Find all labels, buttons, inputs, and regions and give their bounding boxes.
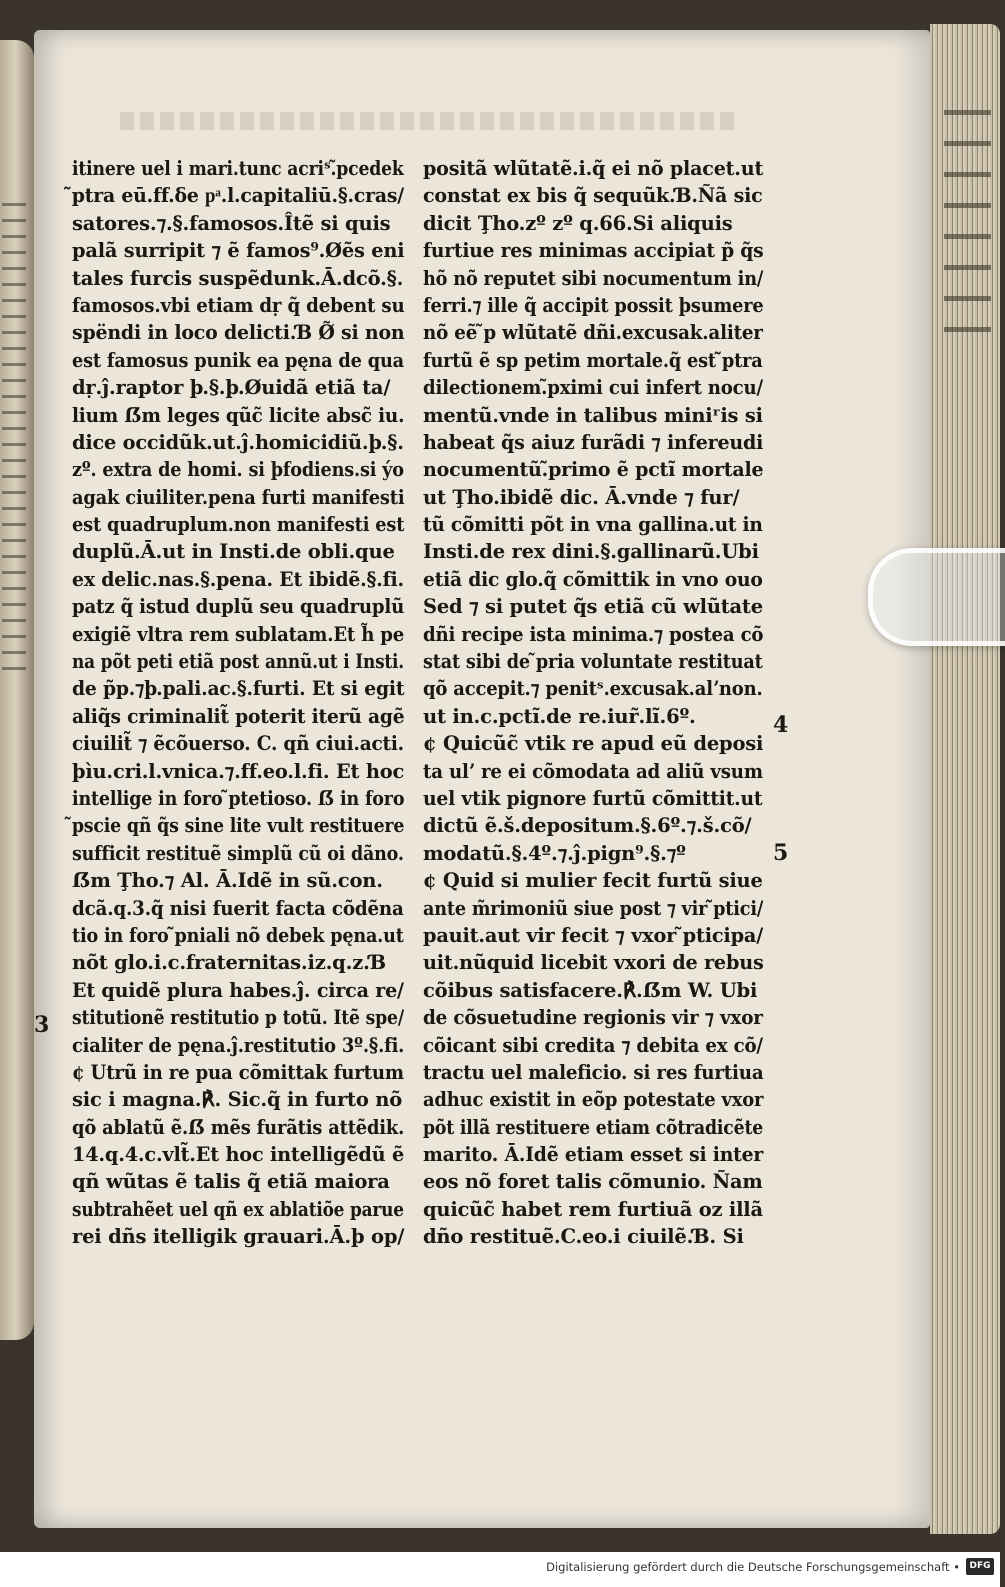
text-line: uit.nũquid licebit vxori de rebus — [423, 951, 764, 975]
text-line: ut Ţho.ibidẽ dic. Ā.vnde ⁊ fur/ — [423, 485, 740, 509]
text-line: Insti.de rex dini.§.gallinarũ.Ubi — [423, 540, 759, 564]
text-line: þìu.cri.l.vnica.⁊.ff.eo.l.fi. Et hoc — [72, 759, 405, 783]
margin-number-3: 3 — [34, 1012, 50, 1038]
text-line: cõibus satisfacere.℟.ẞm W. Ubi — [423, 978, 758, 1002]
text-line: duplũ.Ā.ut in Insti.de obli.que — [72, 540, 395, 564]
text-line: adhuc existit in eõp potestate vxor — [423, 1088, 764, 1112]
text-line: uel vtik pignore furtũ cõmittit.ut — [423, 786, 763, 810]
text-line: Et quidẽ plura habes.ĵ. circa re/ — [72, 978, 404, 1002]
text-line: nocumentũ.̃primo ẽ pctĩ mortale — [423, 458, 764, 482]
text-line: spëndi in loco delicti.Ɓ Ø̃ si non — [72, 321, 405, 345]
text-line: hõ nõ reputet sibi nocumentum in/ — [423, 266, 764, 290]
text-line: eos nõ foret talis cõmunio. Ñam — [423, 1170, 763, 1194]
text-line: nõ eẽ ̃p wlũtatẽ dñi.excusak.aliter — [423, 321, 763, 345]
text-line: 14.q.4.c.vlt̃.Et hoc intelligẽdũ ẽ — [72, 1143, 405, 1167]
text-line: zº. extra de homi. si þfodiens.si ýo — [72, 458, 404, 482]
text-line: de cõsuetudine regionis vir ⁊ vxor — [423, 1006, 763, 1030]
text-line: de p̃p.⁊þ.pali.ac.§.furti. Et si egit — [72, 677, 405, 701]
page-block-edges — [930, 24, 1000, 1534]
text-line: ¢ Quicũc̃ vtik re apud eũ deposi — [423, 732, 764, 756]
text-line: positã wlũtatẽ.i.q̃ ei nõ placet.ut — [423, 157, 764, 180]
text-line: satores.⁊.§.famosos.Îtẽ si quis — [72, 211, 391, 235]
text-line: intellige in foro ̃ptetioso. ẞ in foro — [72, 786, 405, 810]
left-page-text-fragment — [2, 190, 32, 1290]
text-line: dṛ.ĵ.raptor þ.§.þ.Øuidã etiã ta/ — [72, 376, 391, 400]
text-line: dice occidũk.ut.ĵ.homicidiũ.þ.§. — [72, 430, 404, 454]
text-line: stitutionẽ restitutio p totũ. Itẽ spe/ — [72, 1006, 404, 1030]
text-line: ¢ Utrũ in re pua cõmittak furtum — [72, 1060, 404, 1084]
text-line: dcã.q.3.q̃ nisi fuerit facta cõdẽna — [72, 896, 404, 920]
text-line: modatũ.§.4º.⁊.ĵ.pign⁹.§.⁊º — [423, 841, 686, 865]
text-line: stat sibi de ̃pria voluntate restituat — [423, 650, 763, 674]
left-facing-page-edge — [0, 40, 34, 1340]
text-line: dicit Ţho.zº zº q.66.Si aliquis — [423, 211, 733, 235]
text-line: etiã dic glo.q̃ cõmittik in vno ouo — [423, 567, 763, 591]
bleed-through-text — [120, 112, 740, 130]
text-line: ciuilit̃ ⁊ ẽcõuerso. C. qñ ciui.acti. — [72, 732, 404, 756]
text-line: qõ accepit.⁊ penitˢ.excusak.alʼnon. — [423, 677, 763, 701]
text-line: furtũ ẽ sp petim mortale.q̃ est ̃ptra — [423, 348, 763, 372]
text-line: est quadruplum.non manifesti est — [72, 513, 405, 537]
margin-number-4: 4 — [773, 712, 789, 738]
dfg-logo-icon: DFG — [966, 1558, 994, 1575]
text-line: marito. Ā.Idẽ etiam esset si inter — [423, 1143, 764, 1167]
text-column-left — [72, 155, 404, 1251]
funding-credit: Digitalisierung gefördert durch die Deutsche Forschungsgemeinschaft • — [546, 1560, 960, 1574]
text-line: agak ciuiliter.pena furti manifesti — [72, 485, 405, 509]
text-line: ̃ptra eū.ff.ẟe pͣ.l.capitaliū.§.cras/ — [72, 184, 404, 208]
text-line: sic i magna.℟. Sic.q̃ in furto nõ — [72, 1088, 403, 1112]
text-line: furtiue res minimas accipiat p̃ q̃s — [423, 239, 764, 263]
edge-marking — [944, 84, 996, 444]
text-line: qñ wũtas ẽ talis q̃ etiã maiora — [72, 1170, 390, 1194]
text-line: ̃pscie qñ q̃s sine lite vult restituere — [72, 814, 405, 838]
text-line: dñi recipe ista minima.⁊ postea cõ — [423, 622, 764, 646]
page-clip — [868, 548, 1005, 646]
text-line: Sed ⁊ si putet q̃s etiã cũ wlũtate — [423, 595, 763, 619]
text-line: tũ cõmitti põt in vna gallina.ut in — [423, 513, 763, 537]
text-line: nõt glo.i.c.fraternitas.iz.q.z.Ɓ — [72, 951, 386, 975]
text-line: cõicant sibi credita ⁊ debita ex cõ/ — [423, 1033, 763, 1057]
text-line: ante m̃rimoniũ siue post ⁊ vir ̃ptici/ — [423, 896, 764, 920]
text-line: palã surripit ⁊ ẽ famos⁹.Øẽs eni — [72, 239, 405, 263]
text-line: dño restituẽ.C.eo.i ciuilẽ.Ɓ. Si — [423, 1225, 744, 1249]
text-line: exigiẽ vltra rem sublatam.Et h̃ pe — [72, 622, 405, 646]
text-line: tio in foro ̃pniali nõ debek pęna.ut — [72, 923, 404, 947]
text-line: qõ ablatũ ẽ.ẞ mẽs furãtis attẽdik. — [72, 1115, 405, 1139]
text-column-right — [423, 155, 763, 1251]
margin-number-5: 5 — [773, 840, 789, 866]
text-line: ¢ Quid si mulier fecit furtũ siue — [423, 869, 763, 893]
text-line: põt illã restituere etiam cõtradicẽte — [423, 1115, 764, 1139]
text-line: ẞm Ţho.⁊ Al. Ā.Idẽ in sũ.con. — [72, 869, 383, 893]
text-line: sufficit restituẽ simplũ cũ oi dãno. — [72, 841, 404, 865]
text-line: na põt peti etiã post annũ.ut i Insti. — [72, 650, 405, 674]
text-line: mentũ.vnde in talibus miniʳis si — [423, 403, 763, 427]
text-line: famosos.vbi etiam dṛ q̃ debent su — [72, 293, 405, 317]
text-line: ferri.⁊ ille q̃ accipit possit þsumere — [423, 293, 764, 317]
text-line: rei dñs itelligik grauari.Ā.þ op/ — [72, 1225, 405, 1249]
text-line: tales furcis suspẽdunk.Ā.dcõ.§. — [72, 266, 404, 290]
text-line: ex delic.nas.§.pena. Et ibidẽ.§.fi. — [72, 567, 404, 591]
text-line: subtrahẽet uel qñ ex ablatiõe parue — [72, 1197, 404, 1221]
text-line: est famosus punik ea pęna de qua — [72, 348, 404, 372]
text-line: pauit.aut vir fecit ⁊ vxor ̃pticipa/ — [423, 923, 764, 947]
text-line: ta ulʼ re ei cõmodata ad aliũ vsum — [423, 759, 763, 783]
text-line: itinere uel i mari.tunc acriˢ.̃pcedek — [72, 157, 404, 180]
text-line: dilectionem.̃pximi cui infert nocu/ — [423, 376, 763, 400]
text-line: constat ex bis q̃ sequũk.Ɓ.Ñã sic — [423, 184, 763, 208]
text-line: habeat q̃s aiuz furãdi ⁊ infereudi — [423, 430, 764, 454]
text-line: dictũ ẽ.š.depositum.§.6º.⁊.š.cõ/ — [423, 814, 752, 838]
footer-bar — [0, 1552, 1000, 1587]
text-line: aliq̃s criminalit̃ poterit iterũ agẽ — [72, 704, 405, 728]
text-line: tractu uel maleficio. si res furtiua — [423, 1060, 764, 1084]
text-line: patz q̃ istud duplũ seu quadruplũ — [72, 595, 405, 619]
text-line: quicũc̃ habet rem furtiuã oz illã — [423, 1197, 763, 1221]
text-line: ut in.c.pctĩ.de re.iur̃.lĩ.6º. — [423, 704, 696, 728]
text-line: lium ẞm leges qũc̃ licite absc̃ iu. — [72, 403, 405, 427]
text-line: cialiter de pęna.ĵ.restitutio 3º.§.fi. — [72, 1033, 405, 1057]
